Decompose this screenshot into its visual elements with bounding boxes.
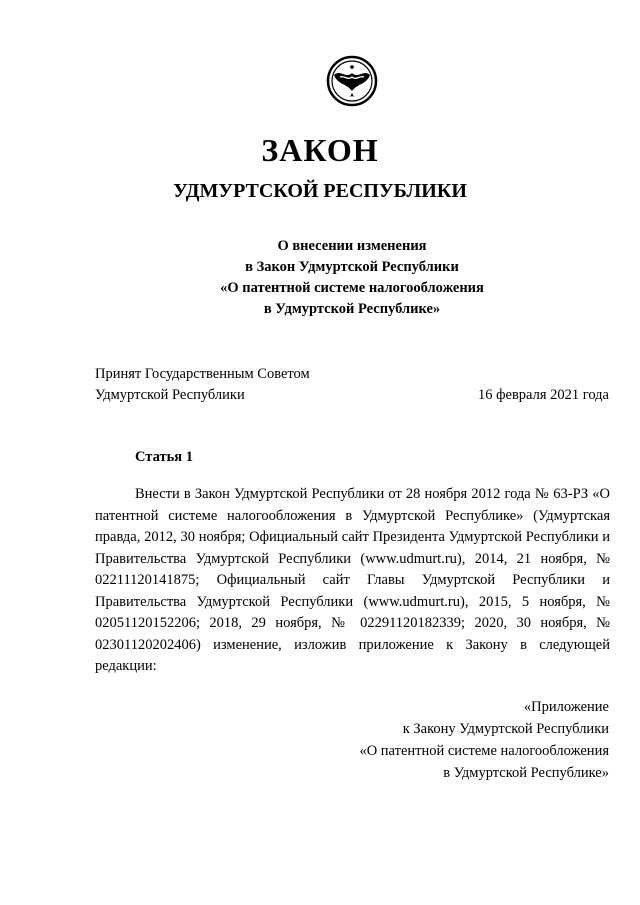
appendix-line: в Удмуртской Республике» (443, 765, 609, 781)
subject-line: в Закон Удмуртской Республики (245, 259, 459, 275)
law-subject (0, 236, 640, 320)
udmurtia-coat-of-arms-icon (326, 55, 378, 107)
appendix-line: «О патентной системе налогообложения (359, 743, 609, 759)
subject-line: О внесении изменения (277, 238, 427, 254)
adoption-line: Удмуртской Республики (95, 387, 245, 403)
article-heading: Статья 1 (135, 449, 193, 465)
appendix-line: к Закону Удмуртской Республики (402, 721, 609, 737)
adoption-line: Принят Государственным Советом (95, 366, 310, 382)
adoption-date: 16 февраля 2021 года (477, 387, 609, 403)
document-title: ЗАКОН (261, 132, 379, 168)
subject-line: в Удмуртской Республике» (263, 301, 441, 317)
appendix-line: «Приложение (523, 699, 609, 715)
document-republic: УДМУРТСКОЙ РЕСПУБЛИКИ (173, 180, 467, 202)
appendix-heading (359, 696, 609, 784)
adoption-statement (95, 364, 310, 406)
subject-line: «О патентной системе налогообложения (220, 280, 484, 296)
article-body: Внести в Закон Удмуртской Республики от 28 ноября 2012 года № 63-РЗ «О патентной системе налогообложения в Удмуртской Республике» (Удмуртская правда, 2012, 30 ноября; Официальный сайт Президента Удмуртской Республики и Правительства Удмуртской Республики (www.udmurt.ru), 2014, 21 ноября, № 02211120141875; Официальный сайт Главы Удмуртской Республики и Правительства Удмуртской Республики (www.udmurt.ru), 2015, 5 ноября, № 02051120152206; 2018, 29 ноября, № 02291120182339; 2020, 30 ноября, № 02301120202406) изменение, изложив приложение к Закону в следующей редакции: (95, 486, 610, 674)
